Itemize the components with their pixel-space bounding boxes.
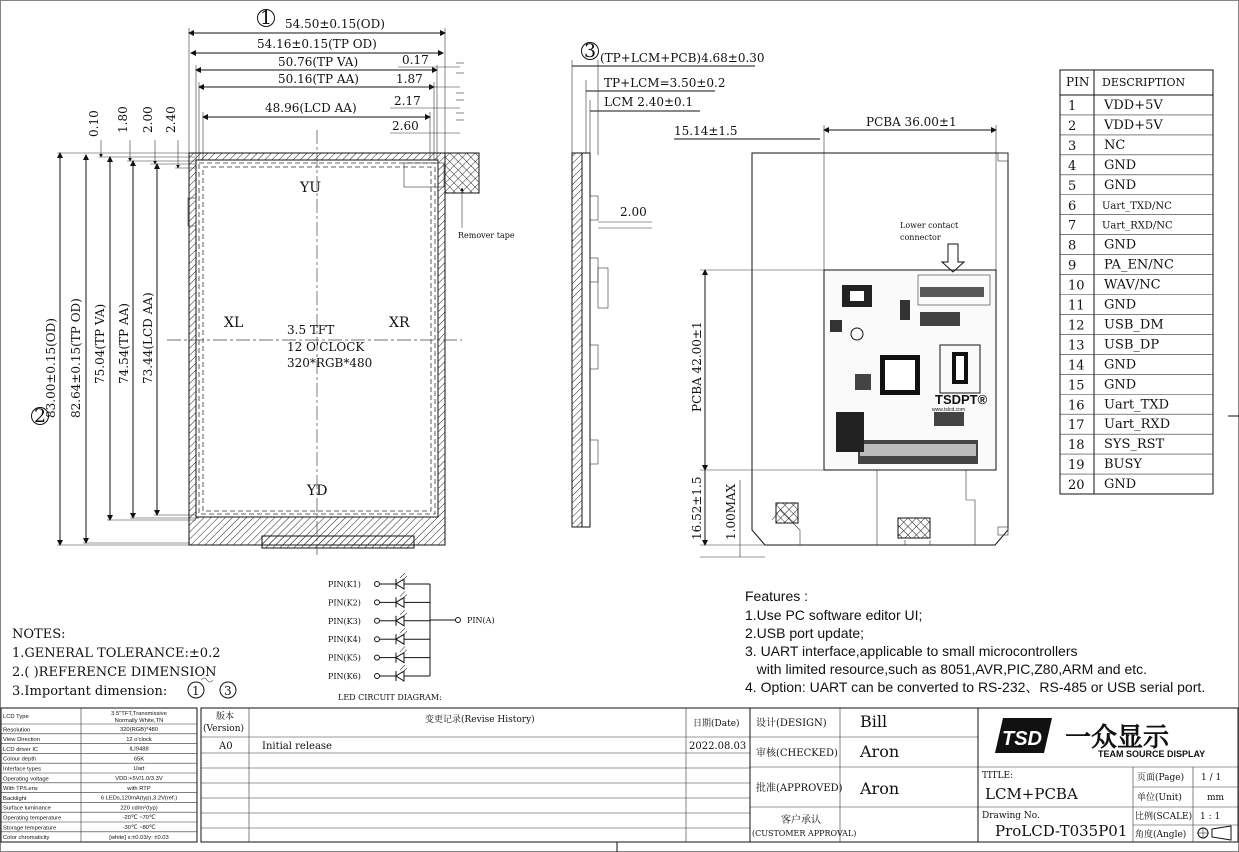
- spec-value: ILI9488: [129, 746, 149, 753]
- spec-value: -20℃ ~70℃: [122, 815, 156, 822]
- circle-1-num: 1: [260, 7, 273, 29]
- spec-key: Operating temperature: [3, 815, 62, 822]
- pin-number: 3: [1068, 138, 1077, 154]
- led-row: [328, 591, 430, 607]
- spec-key: View Direction: [3, 737, 40, 744]
- spec-key: LCD driver IC: [3, 746, 39, 753]
- label-yu: YU: [300, 180, 322, 196]
- signoff-table: [750, 708, 978, 842]
- logo-en-name: TEAM SOURCE DISPLAY: [1098, 749, 1206, 759]
- panel-resolution-label: 320*RGB*480: [287, 356, 373, 370]
- pin-number: 8: [1068, 238, 1077, 254]
- drawing-no-value: ProLCD-T035P01: [995, 822, 1128, 840]
- pin-row: [1068, 457, 1142, 473]
- pin-row: [1068, 377, 1136, 393]
- signoff-customer-role-2: (CUSTOMER APPROVAL): [752, 829, 857, 838]
- pin-row: [1068, 238, 1136, 254]
- pin-description: Uart_TXD: [1104, 397, 1169, 413]
- pin-row: [1068, 138, 1125, 154]
- pin-row: [1068, 298, 1136, 314]
- spec-value: Uart: [133, 766, 145, 773]
- led-rows: [328, 573, 430, 681]
- spec-row: [1, 822, 197, 831]
- features-title: Features :: [745, 588, 809, 604]
- spec-value: Normally White,TN: [114, 718, 164, 724]
- signoff-design-role: 设计(DESIGN): [756, 718, 827, 729]
- pcb-width-label: PCBA 36.00±1: [866, 115, 957, 129]
- led-cathode-pin: PIN(K5): [328, 653, 361, 663]
- rev-row-history: Initial release: [262, 741, 332, 752]
- spec-row: [3, 711, 167, 724]
- pin-number: 20: [1068, 478, 1085, 494]
- pin-description: Uart_RXD: [1104, 417, 1171, 433]
- led-emission-icon: [400, 610, 407, 618]
- spec-key: Operating voltage: [3, 776, 49, 783]
- led-row: [328, 573, 430, 589]
- pcb-brand: TSDPT®: [935, 392, 988, 407]
- panel-size-label: 3.5 TFT: [287, 323, 335, 337]
- logo-cn-name: 一众显示: [1065, 722, 1170, 752]
- pin-description: GND: [1104, 357, 1137, 373]
- pin-description: BUSY: [1104, 457, 1142, 473]
- revision-table: [201, 708, 750, 842]
- led-circuit: [328, 573, 495, 702]
- pin-number: 7: [1068, 218, 1077, 234]
- pin-description: GND: [1104, 377, 1137, 393]
- led-emission-icon: [400, 665, 407, 673]
- notes: [12, 627, 236, 699]
- pin-description: GND: [1104, 297, 1137, 313]
- pin-number: 19: [1068, 458, 1085, 474]
- led-emission-icon: [400, 647, 407, 655]
- pin-description: VDD+5V: [1104, 98, 1163, 113]
- pcb-view: [674, 115, 1008, 557]
- signoff-customer-role-1: 客户承认: [781, 815, 821, 826]
- feature-1: 1.Use PC software editor UI;: [745, 607, 923, 623]
- notes-title: NOTES:: [12, 627, 66, 642]
- spec-row: [1, 773, 197, 782]
- scale-label: 比例(SCALE): [1135, 812, 1193, 822]
- led-cathode-pin: PIN(K6): [328, 672, 361, 681]
- rev-row-date: 2022.08.03: [689, 741, 747, 752]
- pin-number: 16: [1068, 398, 1085, 414]
- pin-description: PA_EN/NC: [1104, 257, 1175, 273]
- pin-number: 14: [1068, 358, 1085, 374]
- panel-view-label: 12 O'CLOCK: [287, 340, 365, 354]
- circle-2-num: 2: [34, 405, 47, 427]
- spec-key: Storage temperature: [3, 825, 57, 832]
- pin-description: WAV/NC: [1104, 277, 1161, 293]
- pin-description: GND: [1104, 157, 1137, 173]
- feature-3b: with limited resource,such as 8051,AVR,PIC,Z80,ARM and etc.: [745, 661, 1148, 677]
- spec-row: [1, 802, 197, 811]
- spec-key: Color chromaticity: [3, 835, 50, 842]
- led-row: [328, 647, 430, 663]
- spec-row: [1, 763, 197, 772]
- spec-row: [1, 832, 197, 841]
- remover-tape-label: Remover tape: [458, 231, 515, 240]
- rev-history-header: 变更记录(Revise History): [425, 715, 535, 725]
- led-title: LED CIRCUIT DIAGRAM:: [338, 693, 442, 702]
- pin-description: GND: [1104, 177, 1137, 193]
- spec-row: [1, 724, 197, 733]
- connector-label-1: Lower contact: [900, 221, 959, 230]
- pin-terminal: [375, 655, 380, 660]
- pin-description: Uart_RXD/NC: [1102, 220, 1173, 232]
- signoff-checked-role: 审核(CHECKED): [756, 748, 838, 759]
- spec-value: with RTP: [127, 785, 151, 792]
- pin-terminal: [375, 637, 380, 642]
- pin-row: [1068, 337, 1159, 353]
- note-circle-1: 1: [192, 684, 200, 698]
- signoff-design-name: Bill: [860, 712, 888, 731]
- side-offset-200: 2.00: [620, 205, 647, 219]
- rev-row-version: A0: [219, 741, 233, 752]
- pin-description: NC: [1104, 137, 1126, 153]
- spec-value: -30℃ ~80℃: [122, 825, 156, 831]
- rev-date-header: 日期(Date): [693, 719, 740, 729]
- drawing-no-label: Drawing No.: [982, 811, 1040, 821]
- rev-version-header-1: 版本: [216, 712, 235, 722]
- pin-row: [1068, 397, 1169, 413]
- pcb-left-offset: 15.14±1.5: [674, 124, 738, 138]
- spec-row: [1, 734, 197, 743]
- pcb-height-label: PCBA 42.00±1: [690, 321, 704, 412]
- spec-rows: [1, 711, 197, 841]
- offset-017: 0.17: [402, 53, 429, 67]
- pin-description: Uart_TXD/NC: [1102, 200, 1172, 212]
- top-offset-200: 2.00: [141, 106, 155, 133]
- spec-value: 6 LEDs,120mA(typ),3.2V(ref.): [100, 795, 178, 802]
- pin-description: SYS_RST: [1104, 437, 1165, 453]
- pin-number: 6: [1068, 198, 1077, 214]
- signoff-checked-name: Aron: [860, 742, 900, 761]
- pin-row: [1068, 178, 1136, 194]
- pin-number: 1: [1068, 99, 1077, 114]
- pin-number: 17: [1068, 418, 1085, 434]
- pin-row: [1068, 258, 1174, 274]
- spec-key: Colour depth: [3, 756, 37, 763]
- spec-value: 12 o'clock: [126, 736, 152, 743]
- pcb-url: www.tslcd.com: [932, 407, 966, 413]
- led-emission-icon: [400, 573, 407, 581]
- pin-row: [1068, 278, 1161, 294]
- pin-terminal: [375, 582, 380, 587]
- led-row: [328, 665, 430, 681]
- note-circle-3: 3: [224, 684, 232, 698]
- projection-icon: [1197, 826, 1231, 840]
- dim-od-height: 83.00±0.15(OD): [44, 318, 58, 418]
- pin-number: 9: [1068, 258, 1077, 274]
- pcb-bottom-label: 16.52±1.5: [690, 476, 704, 540]
- led-cathode-pin: PIN(K4): [328, 635, 361, 645]
- title-label: TITLE:: [982, 771, 1014, 781]
- spec-row: [1, 812, 197, 821]
- spec-key: LCD Type: [3, 714, 29, 720]
- side-dim-total: (TP+LCM+PCB)4.68±0.30: [600, 51, 765, 65]
- dim-tp-od-width: 54.16±0.15(TP OD): [257, 37, 377, 51]
- pin-number: 18: [1068, 438, 1085, 454]
- page-label: 页面(Page): [1137, 773, 1185, 783]
- pin-description: GND: [1104, 237, 1137, 253]
- spec-key: Surface luminance: [3, 805, 52, 812]
- top-offset-240: 2.40: [164, 106, 178, 133]
- pin-header: PIN: [1066, 75, 1090, 89]
- spec-row: [1, 744, 197, 753]
- logo-text: TSD: [1002, 728, 1042, 750]
- dim-tp-va-height: 75.04(TP VA): [93, 303, 107, 384]
- side-dim-tp-lcm: TP+LCM=3.50±0.2: [604, 76, 726, 90]
- spec-value: [white] x:±0.03/y: ±0.03: [109, 834, 169, 841]
- offset-217: 2.17: [394, 94, 421, 108]
- pin-rows: [1060, 98, 1213, 493]
- spec-row: [1, 753, 197, 762]
- features: [745, 588, 1205, 695]
- dim-tp-aa-width: 50.16(TP AA): [278, 72, 359, 86]
- top-offset-lines: [57, 140, 203, 168]
- led-cathode-pin: PIN(K3): [328, 616, 361, 626]
- spec-key: Backlight: [3, 795, 27, 802]
- unit-value: mm: [1207, 793, 1225, 803]
- feature-4: 4. Option: UART can be converted to RS-232、RS-485 or USB serial port.: [745, 679, 1206, 695]
- spec-key: Interface types: [3, 766, 42, 773]
- connector-label-2: connector: [900, 233, 941, 242]
- spec-value: 65K: [133, 756, 145, 763]
- pin-description: GND: [1104, 477, 1137, 493]
- label-xl: XL: [224, 315, 244, 331]
- pin-number: 4: [1068, 158, 1077, 174]
- dim-od-width: 54.50±0.15(OD): [285, 17, 385, 31]
- dim-tp-od-height: 82.64±0.15(TP OD): [69, 298, 83, 418]
- pin-row: [1068, 118, 1163, 134]
- spec-row: [1, 783, 197, 792]
- spec-row: [1, 793, 197, 802]
- pin-number: 13: [1068, 338, 1085, 354]
- led-anode-pin: PIN(A): [467, 616, 495, 625]
- pin-description: USB_DM: [1104, 317, 1164, 333]
- pin-description: USB_DP: [1104, 337, 1160, 353]
- circle-3-num: 3: [584, 40, 597, 62]
- pin-row: [1068, 357, 1136, 373]
- spec-table: [1, 708, 197, 842]
- feature-3: 3. UART interface,applicable to small microcontrollers: [745, 643, 1078, 659]
- pin-number: 2: [1068, 118, 1077, 134]
- pin-row: [1068, 199, 1172, 214]
- top-offset-010: 0.10: [87, 110, 101, 137]
- led-row: [328, 628, 430, 644]
- pin-row: [1068, 158, 1136, 174]
- pin-row: [1068, 417, 1170, 433]
- front-view: [32, 7, 515, 555]
- offset-260: 2.60: [392, 119, 419, 133]
- title-value: LCM+PCBA: [985, 785, 1078, 803]
- pin-terminal: [375, 674, 380, 679]
- dim-tp-aa-height: 74.54(TP AA): [117, 303, 131, 384]
- pin-table: [1060, 70, 1213, 494]
- side-dim-lcm: LCM 2.40±0.1: [604, 95, 694, 109]
- led-cathode-pin: PIN(K2): [328, 598, 361, 608]
- pin-row: [1068, 219, 1173, 234]
- feature-2: 2.USB port update;: [745, 625, 865, 641]
- offset-187: 1.87: [396, 72, 423, 86]
- pin-number: 10: [1068, 278, 1085, 294]
- pin-row: [1068, 437, 1165, 453]
- scale-value: 1 : 1: [1200, 812, 1221, 822]
- note-1: 1.GENERAL TOLERANCE:±0.2: [12, 646, 221, 661]
- led-emission-icon: [400, 591, 407, 599]
- pin-number: 5: [1068, 178, 1077, 194]
- pin-number: 15: [1068, 378, 1085, 394]
- spec-key: Resolution: [3, 727, 31, 734]
- unit-label: 单位(Unit): [1137, 793, 1182, 803]
- spec-value: 220 cd/m²(typ): [120, 805, 158, 812]
- spec-value: 3.5"TFT,Transmissive: [111, 711, 167, 717]
- label-yd: YD: [307, 483, 328, 499]
- pin-row: [1068, 98, 1163, 114]
- description-header: DESCRIPTION: [1102, 76, 1186, 89]
- pin-terminal: [375, 618, 380, 623]
- pin-terminal: [375, 600, 380, 605]
- note-3: 3.Important dimension:: [12, 684, 168, 699]
- angle-label: 角度(Angle): [1135, 830, 1187, 840]
- page-value: 1 / 1: [1201, 773, 1222, 783]
- company-logo: [995, 718, 1205, 759]
- label-xr: XR: [389, 315, 410, 331]
- spec-value: VDD:+5V/1.0/3.3V: [115, 776, 163, 782]
- right-ticks: [456, 63, 464, 120]
- pcb-max-label: 1.00MAX: [724, 483, 738, 540]
- led-row: [328, 610, 430, 626]
- rev-version-header-2: (Version): [203, 724, 245, 734]
- pin-row: [1068, 477, 1136, 493]
- pin-number: 11: [1068, 298, 1085, 314]
- signoff-approved-role: 批准(APPROVED): [756, 783, 843, 794]
- spec-key: With TP/Lens: [3, 786, 38, 793]
- top-offset-180: 1.80: [116, 106, 130, 133]
- pin-row: [1068, 317, 1164, 333]
- side-view: [572, 40, 765, 527]
- spec-value: 320(RGB)*480: [119, 727, 159, 733]
- signoff-approved-name: Aron: [860, 779, 900, 798]
- led-cathode-pin: PIN(K1): [328, 580, 361, 589]
- dim-lcd-aa-width: 48.96(LCD AA): [265, 101, 357, 115]
- pin-description: VDD+5V: [1104, 117, 1163, 133]
- title-block: [978, 708, 1238, 842]
- note-2: 2.( )REFERENCE DIMENSION: [12, 665, 217, 680]
- dim-tp-va-width: 50.76(TP VA): [278, 55, 359, 69]
- pin-number: 12: [1068, 318, 1085, 334]
- dim-lcd-aa-height: 73.44(LCD AA): [141, 292, 155, 384]
- led-emission-icon: [400, 628, 407, 636]
